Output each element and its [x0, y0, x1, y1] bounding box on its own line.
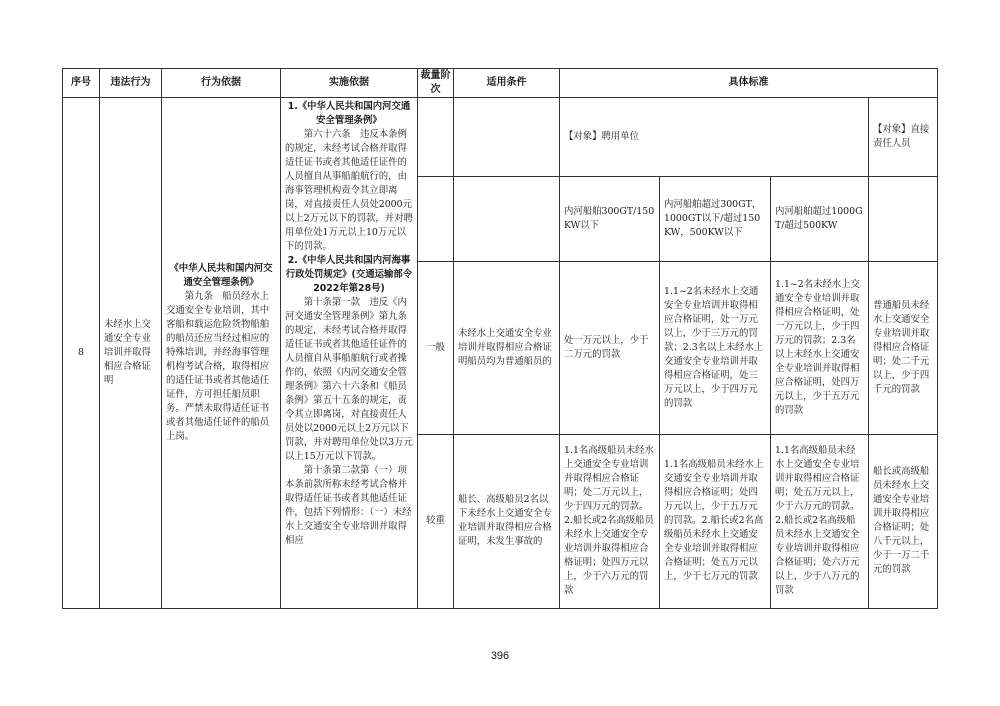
header-basis: 行为依据 — [162, 69, 281, 98]
standard-cell-3: 1.1~2名未经水上交通安全专业培训并取得相应合格证明，处一万元以上，少于四万元的罚款；2.3名以上未经水上交通安全专业培训并取得相应合格证明，处四万元以上，少于五万元的罚款 — [771, 261, 869, 434]
table-row — [63, 98, 938, 177]
standard-cell-2: 1.1名高级船员未经水上交通安全专业培训并取得相应合格证明；处四万元以上，少于五万元的罚款。2.船长或2名高级船员未经水上交通安全专业培训并取得相应合格证明；处五万元以上，少于七万元的罚款 — [660, 434, 771, 608]
condition-cell: 船长、高级船员2名以下未经水上交通安全专业培训并取得相应合格证明，未发生事故的 — [454, 434, 560, 608]
impl-text-1: 第六十六条 违反本条例的规定，未经考试合格并取得适任证书或者其他适任证件的人员擅自从事船舶航行的，由海事管理机构责令其立即离岗，对直接责任人员处2000元以上2万元以下的罚款，并对聘用单位处1万元以上10万元以下的罚款。 — [285, 129, 413, 252]
basis-cell — [162, 98, 281, 609]
object-unit-cell: 【对象】聘用单位 — [560, 98, 869, 177]
standard-cell-1: 1.1名高级船员未经水上交通安全专业培训并取得相应合格证明；处二万元以上，少于四万元的罚款。2.船长或2名高级船员未经水上交通安全专业培训并取得相应合格证明；处四万元以上，少于六万元的罚款 — [560, 434, 660, 608]
empty-level-cell-2 — [418, 177, 454, 261]
basis-title: 《中华人民共和国内河交通安全管理条例》 — [169, 263, 273, 288]
empty-category-cell-4 — [869, 177, 938, 261]
impl-text-2: 第十条第一款 违反《内河交通安全管理条例》第九条的规定，未经考试合格并取得适任证书或者其他适任证件的人员擅自从事船舶航行或者操作的，依照《内河交通安全管理条例》第六十六条和《船员条例》第五十五条的规定，责令其立即离岗，对直接责任人员处以2000元以上2万元以下罚款，并对聘用单位处以3万元以上15万元以下罚款。 — [285, 297, 413, 462]
impl-title-1: 1.《中华人民共和国内河交通安全管理条例》 — [287, 101, 411, 126]
violation-text: 未经水上交通安全专业培训并取得相应合格证明 — [104, 319, 151, 386]
page-number: 396 — [490, 650, 510, 662]
condition-cell: 未经水上交通安全专业培训并取得相应合格证明船员均为普通船员的 — [454, 261, 560, 434]
impl-text-3: 第十条第二款第（一）项 本条前款所称未经考试合格并取得适任证书或者其他适任证件，包括下列情形：（一）未经水上交通安全专业培训并取得相应 — [285, 465, 417, 546]
standard-cell-4: 船长或高级船员未经水上交通安全专业培训并取得相应合格证明；处八千元以上，少于一万二千元的罚款 — [869, 434, 938, 608]
impl-title-2: 2.《中华人民共和国内河海事行政处罚规定》(交通运输部令2022年第28号) — [285, 255, 413, 294]
header-violation: 违法行为 — [100, 69, 162, 98]
empty-condition-cell-1 — [454, 98, 560, 177]
category-cell-2: 内河船舶超过300GT，1000GT以下/超过150KW，500KW以下 — [660, 177, 771, 261]
standard-cell-3: 1.1名高级船员未经水上交通安全专业培训并取得相应合格证明；处五万元以上，少于六万元的罚款。2.船长或2名高级船员未经水上交通安全专业培训并取得相应合格证明；处六万元以上，少于八万元的罚款 — [771, 434, 869, 608]
violation-cell — [100, 98, 162, 609]
penalty-table — [62, 68, 938, 609]
seq-cell: 8 — [63, 98, 100, 609]
standard-cell-4: 普通船员未经水上交通安全专业培训并取得相应合格证明；处二千元以上，少于四千元的罚款 — [869, 261, 938, 434]
empty-level-cell-1 — [418, 98, 454, 177]
impl-basis-cell — [281, 98, 418, 609]
header-row — [63, 69, 938, 98]
header-standard: 具体标准 — [560, 69, 938, 98]
object-person-cell: 【对象】直接责任人员 — [869, 98, 938, 177]
category-cell-1: 内河船舶300GT/150KW以下 — [560, 177, 660, 261]
standard-cell-1: 处一万元以上，少于二万元的罚款 — [560, 261, 660, 434]
header-level: 裁量阶次 — [418, 69, 454, 98]
impl-basis-content — [285, 100, 417, 606]
standard-cell-2: 1.1~2名未经水上交通安全专业培训并取得相应合格证明，处一万元以上，少于三万元的罚款；2.3名以上未经水上交通安全专业培训并取得相应合格证明，处三万元以上，少于四万元的罚款 — [660, 261, 771, 434]
header-impl-basis: 实施依据 — [281, 69, 418, 98]
level-cell: 一般 — [418, 261, 454, 434]
basis-text: 第九条 船员经水上交通安全专业培训，其中客船和载运危险货物船舶的船员还应当经过相应的特殊培训，并经海事管理机构考试合格，取得相应的适任证书或者其他适任证件，方可担任船员职务。严禁未取得适任证书或者其他适任证件的船员上岗。 — [166, 291, 270, 442]
header-condition: 适用条件 — [454, 69, 560, 98]
header-seq: 序号 — [63, 69, 100, 98]
category-cell-3: 内河船舶超过1000GT/超过500KW — [771, 177, 869, 261]
empty-condition-cell-2 — [454, 177, 560, 261]
level-cell: 较重 — [418, 434, 454, 608]
